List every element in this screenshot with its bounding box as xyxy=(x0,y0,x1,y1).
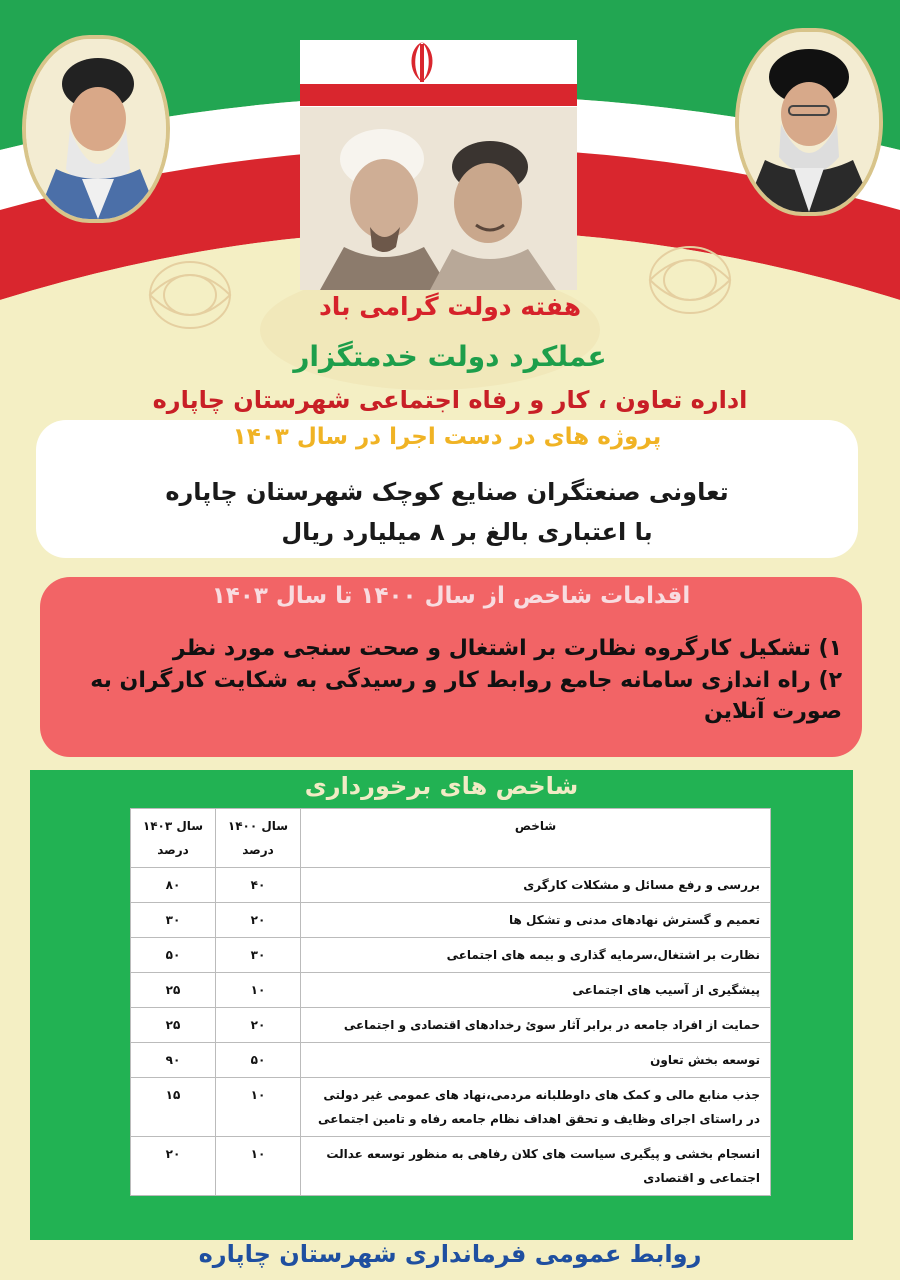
row-1403: ۲۵ xyxy=(131,973,216,1008)
header-indicator: شاخص xyxy=(301,809,771,868)
table-row xyxy=(131,938,771,973)
header-1403-unit: درصد xyxy=(157,843,189,857)
indicators-table xyxy=(130,808,771,1196)
row-1403: ۳۰ xyxy=(131,903,216,938)
row-1400: ۱۰ xyxy=(216,1078,301,1137)
row-1400: ۵۰ xyxy=(216,1043,301,1078)
iran-emblem-icon xyxy=(397,38,447,86)
actions-item-1: ۱) تشکیل کارگروه نظارت بر اشتغال و صحت سنجی مورد نظر xyxy=(172,636,842,661)
table-header-row xyxy=(131,809,771,868)
row-1400: ۱۰ xyxy=(216,1137,301,1196)
row-1400: ۱۰ xyxy=(216,973,301,1008)
header-1400-unit: درصد xyxy=(242,843,274,857)
center-photo xyxy=(300,107,577,290)
table-row xyxy=(131,1043,771,1078)
projects-card xyxy=(36,420,858,558)
row-label: نظارت بر اشتغال،سرمایه گذاری و بیمه های اجتماعی xyxy=(301,938,771,973)
header-1403 xyxy=(131,809,216,868)
row-1403: ۸۰ xyxy=(131,868,216,903)
indicators-section xyxy=(30,770,853,1240)
row-1400: ۲۰ xyxy=(216,1008,301,1043)
row-1400: ۴۰ xyxy=(216,868,301,903)
row-label: جذب منابع مالی و کمک های داوطلبانه مردمی،نهاد های عمومی غیر دولتی در راستای اجرای وظایف و تحقق اهداف نظام جامعه رفاه و تامین اجتماعی xyxy=(301,1078,771,1137)
row-1403: ۲۵ xyxy=(131,1008,216,1043)
row-1403: ۹۰ xyxy=(131,1043,216,1078)
row-1403: ۵۰ xyxy=(131,938,216,973)
row-label: توسعه بخش تعاون xyxy=(301,1043,771,1078)
headline-office: اداره تعاون ، کار و رفاه اجتماعی شهرستان چاپاره xyxy=(152,386,748,414)
table-row xyxy=(131,1137,771,1196)
row-1403: ۱۵ xyxy=(131,1078,216,1137)
projects-line-1: تعاونی صنعتگران صنایع کوچک شهرستان چاپاره xyxy=(165,478,729,506)
actions-item-2: ۲) راه اندازی سامانه جامع روابط کار و رسیدگی به شکایت کارگران به صورت آنلاین xyxy=(90,668,842,724)
table-row xyxy=(131,903,771,938)
row-label: تعمیم و گسترش نهادهای مدنی و تشکل ها xyxy=(301,903,771,938)
row-label: پیشگیری از آسیب های اجتماعی xyxy=(301,973,771,1008)
table-row xyxy=(131,973,771,1008)
row-1403: ۲۰ xyxy=(131,1137,216,1196)
projects-title: پروژه های در دست اجرا در سال ۱۴۰۳ xyxy=(232,424,662,450)
headline-performance: عملکرد دولت خدمتگزار xyxy=(293,340,607,373)
row-1400: ۲۰ xyxy=(216,903,301,938)
header-1403-year: سال ۱۴۰۳ xyxy=(142,819,204,833)
header-1400-year: سال ۱۴۰۰ xyxy=(227,819,289,833)
header-1400 xyxy=(216,809,301,868)
footer-credit: روابط عمومی فرمانداری شهرستان چاپاره xyxy=(198,1240,702,1268)
indicators-title: شاخص های برخورداری xyxy=(304,772,579,800)
projects-line-2: با اعتباری بالغ بر ۸ میلیارد ریال xyxy=(281,518,653,546)
portrait-right xyxy=(735,28,883,216)
row-label: بررسی و رفع مسائل و مشکلات کارگری xyxy=(301,868,771,903)
row-1400: ۳۰ xyxy=(216,938,301,973)
portrait-left xyxy=(22,35,170,223)
table-row xyxy=(131,1008,771,1043)
headline-government-week: هفته دولت گرامی باد xyxy=(318,292,582,321)
row-label: انسجام بخشی و پیگیری سیاست های کلان رفاهی به منظور توسعه عدالت اجتماعی و اقتصادی xyxy=(301,1137,771,1196)
table-row xyxy=(131,868,771,903)
actions-title: اقدامات شاخص از سال ۱۴۰۰ تا سال ۱۴۰۳ xyxy=(211,583,691,609)
table-row xyxy=(131,1078,771,1137)
row-label: حمایت از افراد جامعه در برابر آثار سوئ رخدادهای اقتصادی و اجتماعی xyxy=(301,1008,771,1043)
actions-card xyxy=(40,577,862,757)
